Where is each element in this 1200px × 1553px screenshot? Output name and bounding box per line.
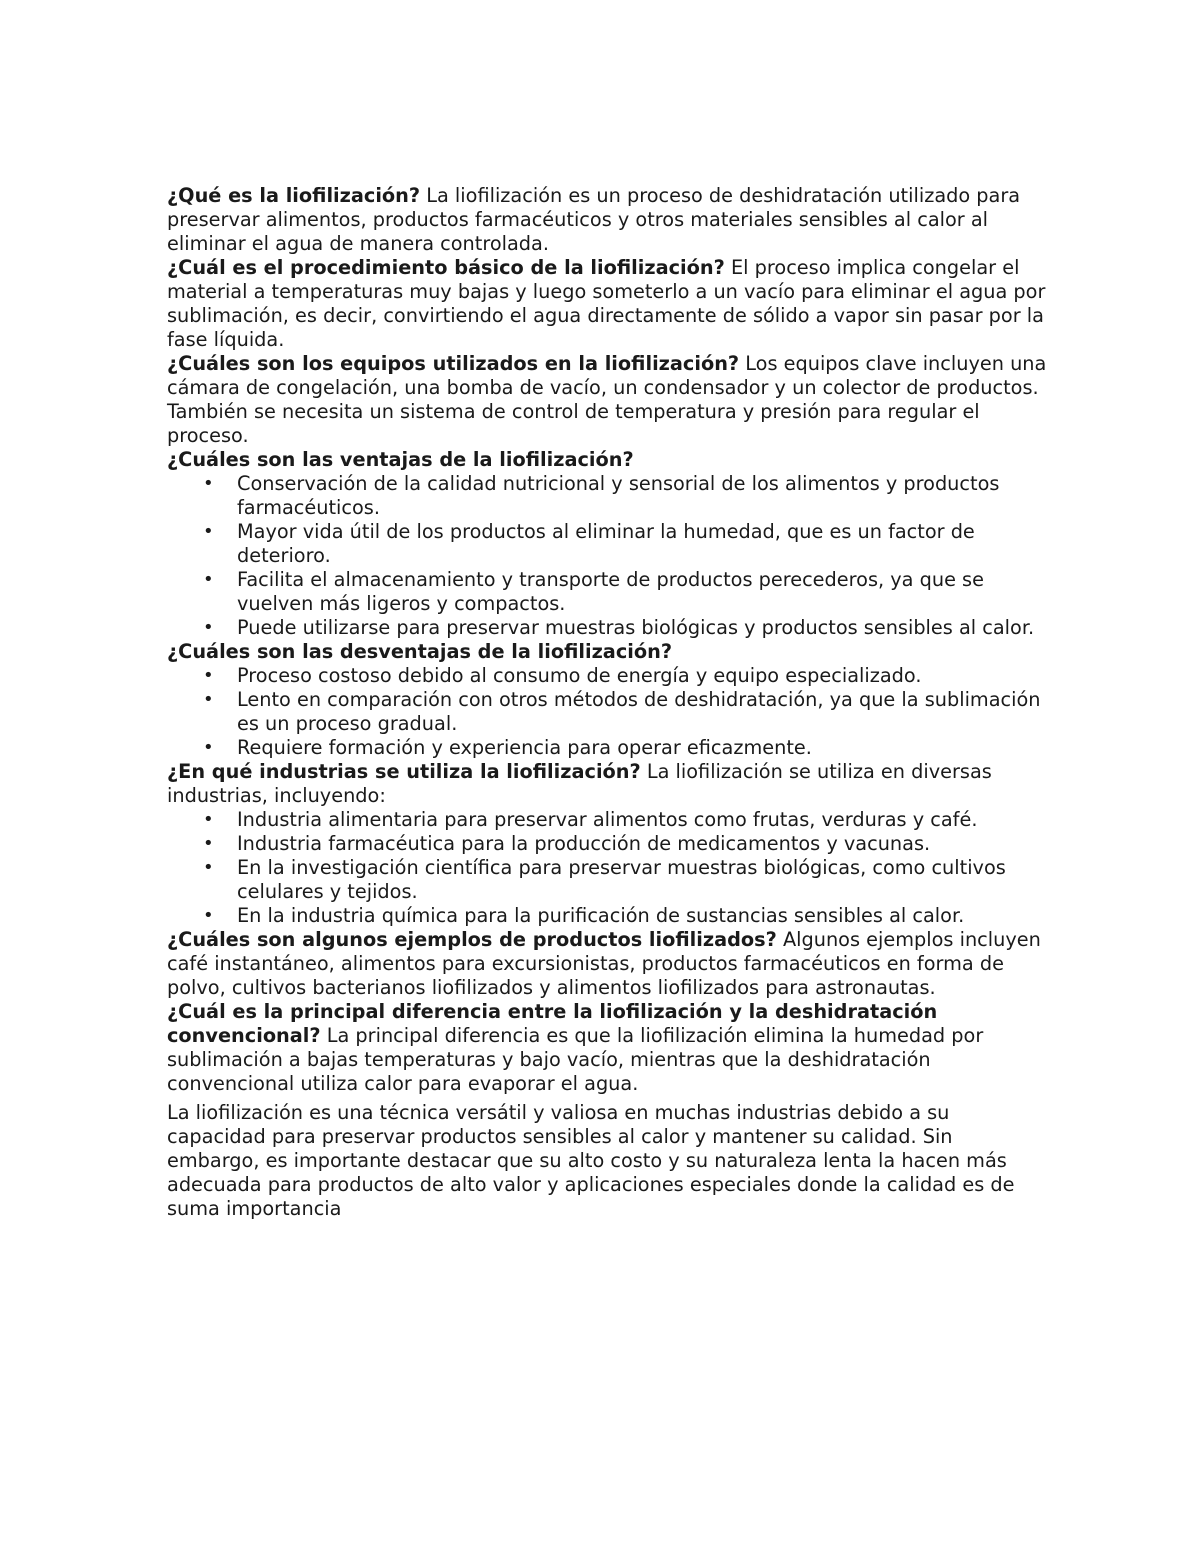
list-item bbox=[167, 520, 1047, 568]
bullet-icon: • bbox=[203, 857, 214, 878]
list-item-text: Industria alimentaria para preservar alimentos como frutas, verduras y café. bbox=[237, 808, 978, 831]
section-industries bbox=[167, 760, 1047, 808]
bullet-icon: • bbox=[203, 905, 214, 926]
document-page bbox=[167, 184, 1047, 1221]
question-heading: ¿Cuáles son las ventajas de la liofilización? bbox=[167, 448, 634, 471]
list-item-text: Facilita el almacenamiento y transporte de productos perecederos, ya que se vuelven más ligeros y compactos. bbox=[237, 568, 984, 615]
answer-text: La liofilización es un proceso de deshidratación utilizado para preservar alimentos, productos farmacéuticos y otros materiales sensibles al calor al eliminar el agua de manera controlada. bbox=[167, 184, 1021, 255]
list-item bbox=[167, 664, 1047, 688]
list-item bbox=[167, 904, 1047, 928]
list-item-text: En la investigación científica para preservar muestras biológicas, como cultivos celulares y tejidos. bbox=[237, 856, 1006, 903]
bullet-icon: • bbox=[203, 737, 214, 758]
section-what-is bbox=[167, 184, 1047, 256]
section-difference bbox=[167, 1000, 1047, 1096]
bullet-icon: • bbox=[203, 569, 214, 590]
disadvantages-list bbox=[167, 664, 1047, 760]
list-item bbox=[167, 832, 1047, 856]
question-heading: ¿Cuáles son las desventajas de la liofilización? bbox=[167, 640, 673, 663]
bullet-icon: • bbox=[203, 833, 214, 854]
list-item-text: Conservación de la calidad nutricional y sensorial de los alimentos y productos farmacéuticos. bbox=[237, 472, 1000, 519]
answer-text: Los equipos clave incluyen una cámara de congelación, una bomba de vacío, un condensador y un colector de productos. También se necesita un sistema de control de temperatura y presión para regular el proceso. bbox=[167, 352, 1047, 447]
list-item-text: Mayor vida útil de los productos al eliminar la humedad, que es un factor de deterioro. bbox=[237, 520, 975, 567]
question-heading: ¿Cuál es la principal diferencia entre la liofilización y la deshidratación convencional? bbox=[167, 1000, 938, 1047]
list-item-text: Industria farmacéutica para la producción de medicamentos y vacunas. bbox=[237, 832, 931, 855]
bullet-icon: • bbox=[203, 521, 214, 542]
question-heading: ¿Cuál es el procedimiento básico de la liofilización? bbox=[167, 256, 725, 279]
bullet-icon: • bbox=[203, 809, 214, 830]
list-item-text: Puede utilizarse para preservar muestras biológicas y productos sensibles al calor. bbox=[237, 616, 1035, 639]
list-item bbox=[167, 688, 1047, 736]
list-item bbox=[167, 736, 1047, 760]
bullet-icon: • bbox=[203, 473, 214, 494]
answer-text: Algunos ejemplos incluyen café instantáneo, alimentos para excursionistas, productos farmacéuticos en forma de polvo, cultivos bacterianos liofilizados y alimentos liofilizados para astronautas. bbox=[167, 928, 1041, 999]
question-heading: ¿Cuáles son algunos ejemplos de productos liofilizados? bbox=[167, 928, 777, 951]
bullet-icon: • bbox=[203, 689, 214, 710]
question-heading: ¿En qué industrias se utiliza la liofilización? bbox=[167, 760, 641, 783]
section-equipment bbox=[167, 352, 1047, 448]
list-item-text: En la industria química para la purificación de sustancias sensibles al calor. bbox=[237, 904, 965, 927]
section-procedure bbox=[167, 256, 1047, 352]
bullet-icon: • bbox=[203, 665, 214, 686]
section-examples bbox=[167, 928, 1047, 1000]
question-heading: ¿Cuáles son los equipos utilizados en la liofilización? bbox=[167, 352, 740, 375]
advantages-list bbox=[167, 472, 1047, 640]
industries-list bbox=[167, 808, 1047, 928]
list-item bbox=[167, 808, 1047, 832]
section-advantages bbox=[167, 448, 1047, 472]
answer-text: La liofilización se utiliza en diversas industrias, incluyendo: bbox=[167, 760, 992, 807]
list-item-text: Lento en comparación con otros métodos de deshidratación, ya que la sublimación es un proceso gradual. bbox=[237, 688, 1041, 735]
list-item-text: Proceso costoso debido al consumo de energía y equipo especializado. bbox=[237, 664, 922, 687]
section-disadvantages bbox=[167, 640, 1047, 664]
list-item-text: Requiere formación y experiencia para operar eficazmente. bbox=[237, 736, 812, 759]
list-item bbox=[167, 472, 1047, 520]
bullet-icon: • bbox=[203, 617, 214, 638]
answer-text: El proceso implica congelar el material a temperaturas muy bajas y luego someterlo a un vacío para eliminar el agua por sublimación, es decir, convirtiendo el agua directamente de sólido a vapor sin pasar por la fase líquida. bbox=[167, 256, 1046, 351]
list-item bbox=[167, 856, 1047, 904]
closing-paragraph: La liofilización es una técnica versátil y valiosa en muchas industrias debido a su capacidad para preservar productos sensibles al calor y mantener su calidad. Sin embargo, es importante destacar que su alto costo y su naturaleza lenta la hacen más adecuada para productos de alto valor y aplicaciones especiales donde la calidad es de suma importancia bbox=[167, 1101, 1015, 1220]
answer-text: La principal diferencia es que la liofilización elimina la humedad por sublimación a bajas temperaturas y bajo vacío, mientras que la deshidratación convencional utiliza calor para evaporar el agua. bbox=[167, 1024, 984, 1095]
list-item bbox=[167, 568, 1047, 616]
question-heading: ¿Qué es la liofilización? bbox=[167, 184, 421, 207]
list-item bbox=[167, 616, 1047, 640]
